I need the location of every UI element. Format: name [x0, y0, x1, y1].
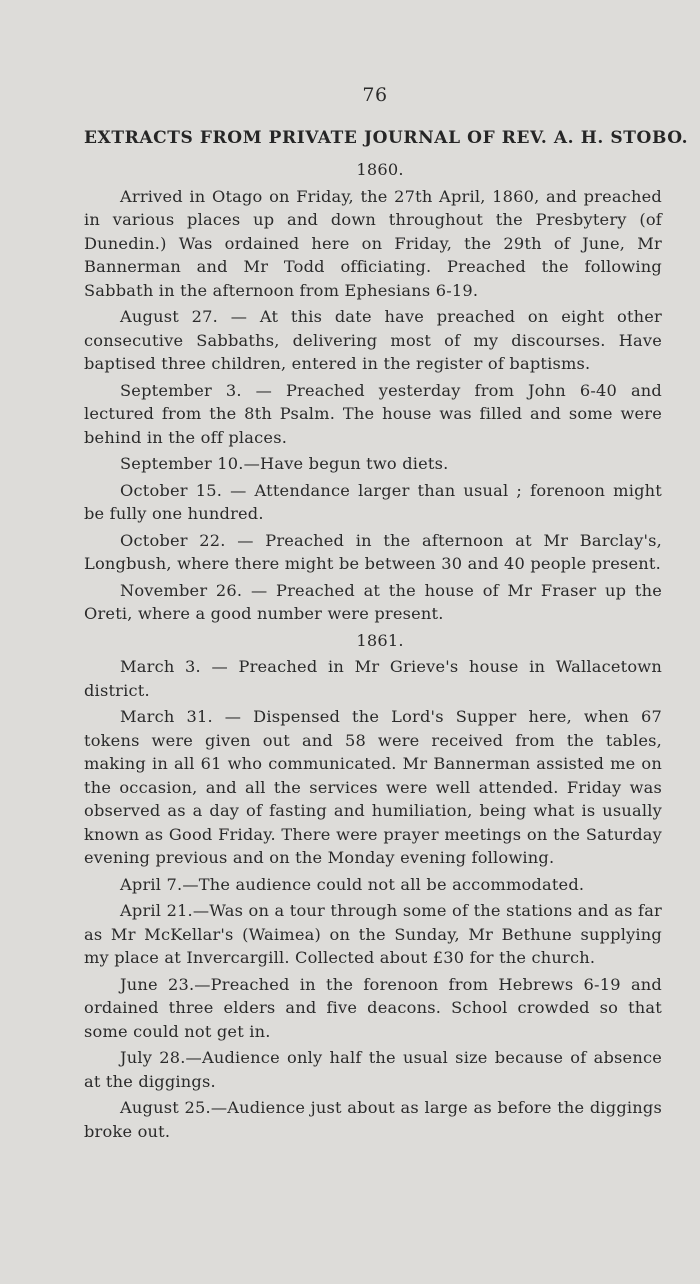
page-number: 76	[362, 84, 388, 106]
year-heading-1861: 1861.	[356, 630, 404, 650]
journal-entry: September 10.—Have begun two diets.	[120, 454, 449, 473]
journal-entry: August 27. — At this date have preached on eight other consecutive Sabbaths, delivering most of my discourses. Have baptised three children, entered in the register of baptisms.	[84, 307, 662, 373]
journal-entry: March 3. — Preached in Mr Grieve's house in Wallacetown district.	[84, 657, 662, 700]
journal-entry: March 31. — Dispensed the Lord's Supper here, when 67 tokens were given out and 58 were received from the tables, making in all 61 who communicated. Mr Bannerman assisted me on the occasion, and all the services were well attended. Friday was observed as a day of fasting and humiliation, being what is usually known as Good Friday. There were prayer meetings on the Saturday evening previous and on the Monday evening following.	[84, 707, 662, 867]
journal-entry: April 7.—The audience could not all be accommodated.	[120, 874, 585, 894]
journal-body	[84, 158, 662, 1146]
journal-entry: Arrived in Otago on Friday, the 27th April, 1860, and preached in various places up and down throughout the Presbytery (of Dunedin.) Was ordained here on Friday, the 29th of June, Mr Bannerman and Mr Todd officiating. Preached the following Sabbath in the afternoon from Ephesians 6-19.	[84, 186, 662, 300]
journal-entry: August 25.—Audience just about as large as before the diggings broke out.	[84, 1098, 662, 1141]
journal-entry: April 21.—Was on a tour through some of the stations and as far as Mr McKellar's (Waimea) on the Sunday, Mr Bethune supplying my place at Invercargill. Collected about £30 for the church.	[84, 901, 662, 967]
page-title: EXTRACTS FROM PRIVATE JOURNAL OF REV. A. H. STOBO.	[84, 128, 689, 148]
journal-entry: November 26. — Preached at the house of Mr Fraser up the Oreti, where a good number were present.	[84, 580, 662, 623]
journal-entry: September 3. — Preached yesterday from John 6-40 and lectured from the 8th Psalm. The house was filled and some were behind in the off places.	[84, 380, 662, 447]
journal-entry: July 28.—Audience only half the usual size because of absence at the diggings.	[84, 1048, 662, 1091]
journal-entry: June 23.—Preached in the forenoon from Hebrews 6-19 and ordained three elders and five deacons. School crowded so that some could not get in.	[84, 974, 662, 1041]
journal-entry: October 22. — Preached in the afternoon at Mr Barclay's, Longbush, where there might be between 30 and 40 people present.	[84, 530, 662, 573]
journal-entry: October 15. — Attendance larger than usual ; forenoon might be fully one hundred.	[84, 480, 662, 523]
year-heading-1860: 1860.	[356, 160, 404, 179]
